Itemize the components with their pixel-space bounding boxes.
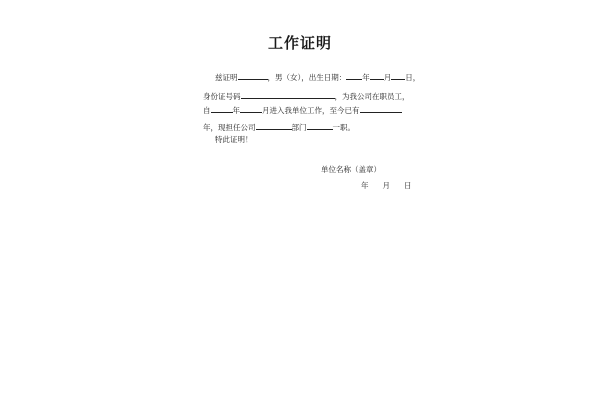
- date-day: 日: [404, 181, 412, 190]
- document-title: 工作证明: [267, 34, 332, 52]
- text-segment: 年: [362, 73, 370, 82]
- text-segment: 兹证明: [215, 73, 238, 82]
- text-segment: 月: [383, 73, 392, 82]
- date-year: 年: [361, 181, 369, 190]
- certificate-line-4: [203, 121, 355, 133]
- text-segment: 月进入我单位工作，至今已有: [262, 106, 360, 115]
- position-blank: [307, 121, 333, 130]
- text-segment: 一职。: [332, 123, 355, 132]
- name-blank: [238, 71, 268, 80]
- date-month: 月: [382, 181, 390, 190]
- text-segment: ，男（女），出生日期：: [267, 73, 347, 82]
- text-segment: ，为我公司在职员工，: [334, 92, 410, 101]
- start-month-blank: [240, 104, 262, 113]
- text-segment: 身份证号码: [203, 92, 241, 101]
- text-segment: 日，: [405, 73, 421, 82]
- signature-date: [361, 180, 426, 191]
- certificate-line-2: [203, 90, 410, 102]
- certificate-closing: 特此证明！: [215, 135, 253, 144]
- text-segment: 年: [232, 106, 240, 115]
- id-number-blank: [241, 90, 335, 99]
- certificate-line-1: [215, 71, 420, 83]
- text-segment: 自: [203, 106, 211, 115]
- birth-month-blank: [370, 71, 384, 80]
- text-segment: 部门: [291, 123, 307, 132]
- certificate-line-3: [203, 104, 402, 116]
- department-blank: [256, 121, 292, 130]
- birth-year-blank: [346, 71, 362, 80]
- signature-unit-name: 单位名称（盖章）: [321, 165, 381, 174]
- tenure-blank: [360, 104, 402, 113]
- start-year-blank: [211, 104, 233, 113]
- text-segment: 年，现担任公司: [203, 123, 256, 132]
- birth-day-blank: [391, 71, 405, 80]
